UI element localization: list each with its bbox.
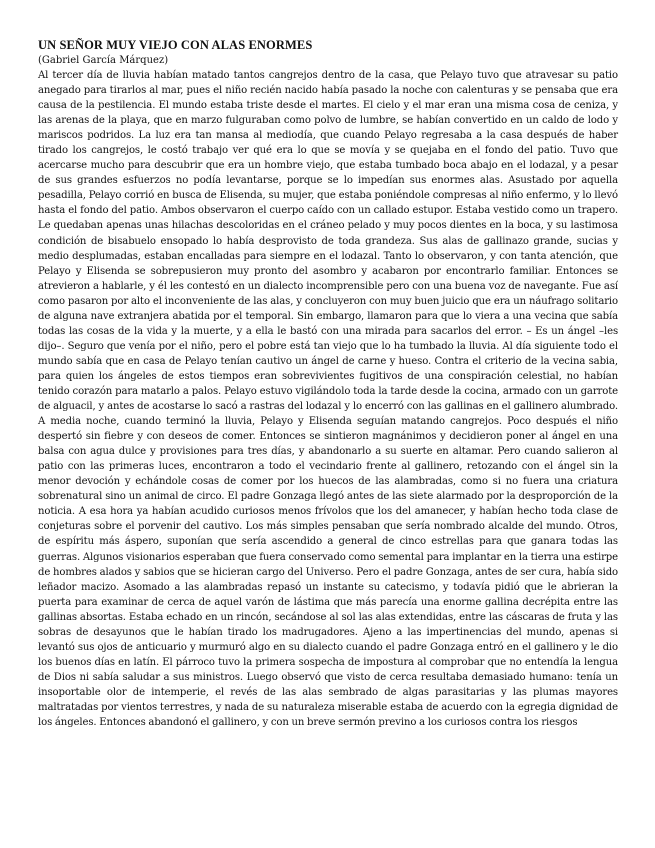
story-body: Al tercer día de lluvia habían matado tantos cangrejos dentro de la casa, que Pelayo tuvo que atravesar su patio anegado para tirarlos al mar, pues el niño recién nacido había pasado la noche con calenturas y se pensaba que era causa de la pestilencia. El mundo estaba triste desde el martes. El cielo y el mar eran una misma cosa de ceniza, y las arenas de la playa, que en marzo fulguraban como polvo de lumbre, se habían convertido en un caldo de lodo y mariscos podridos. La luz era tan mansa al mediodía, que cuando Pelayo regresaba a la casa después de haber tirado los cangrejos, le costó trabajo ver qué era lo que se movía y se quejaba en el fondo del patio. Tuvo que acercarse mucho para descubrir que era un hombre viejo, que estaba tumbado boca abajo en el lodazal, y a pesar de sus grandes esfuerzos no podía levantarse, porque se lo impedían sus enormes alas. Asustado por aquella pesadilla, Pelayo corrió en busca de Elisenda, su mujer, que estaba poniéndole compresas al niño enfermo, y lo llevó hasta el fondo del patio. Ambos observaron el cuerpo caído con un callado estupor. Estaba vestido como un trapero. Le quedaban apenas unas hilachas descoloridas en el cráneo pelado y muy pocos dientes en la boca, y su lastimosa condición de bisabuelo ensopado lo había desprovisto de toda grandeza. Sus alas de gallinazo grande, sucias y medio desplumadas, estaban encalladas para siempre en el lodazal. Tanto lo observaron, y con tanta atención, que Pelayo y Elisenda se sobrepusieron muy pronto del asombro y acabaron por encontrarlo familiar. Entonces se atrevieron a hablarle, y él les contestó en un dialecto incomprensible pero con una buena voz de navegante. Fue así como pasaron por alto el inconveniente de las alas, y concluyeron con muy buen juicio que era un náufrago solitario de alguna nave extranjera abatida por el temporal. Sin embargo, llamaron para que lo viera a una vecina que sabía todas las cosas de la vida y la muerte, y a ella le bastó con una mirada para sacarlos del error. – Es un ángel –les dijo–. Seguro que venía por el niño, pero el pobre está tan viejo que lo ha tumbado la lluvia. Al día siguiente todo el mundo sabía que en casa de Pelayo tenían cautivo un ángel de carne y hueso. Contra el criterio de la vecina sabia, para quien los ángeles de estos tiempos eran sobrevivientes fugitivos de una conspiración celestial, no habían tenido corazón para matarlo a palos. Pelayo estuvo vigilándolo toda la tarde desde la cocina, armado con un garrote de alguacil, y antes de acostarse lo sacó a rastras del lodazal y lo encerró con las gallinas en el gallinero alumbrado. A media noche, cuando terminó la lluvia, Pelayo y Elisenda seguían matando cangrejos. Poco después el niño despertó sin fiebre y con deseos de comer. Entonces se sintieron magnánimos y decidieron poner al ángel en una balsa con agua dulce y provisiones para tres días, y abandonarlo a su suerte en altamar. Pero cuando salieron al patio con las primeras luces, encontraron a todo el vecindario frente al gallinero, retozando con el ángel sin la menor devoción y echándole cosas de comer por los huecos de las alambradas, como si no fuera una criatura sobrenatural sino un animal de circo. El padre Gonzaga llegó antes de las siete alarmado por la desproporción de la noticia. A esa hora ya habían acudido curiosos menos frívolos que los del amanecer, y habían hecho toda clase de conjeturas sobre el porvenir del cautivo. Los más simples pensaban que sería nombrado alcalde del mundo. Otros, de espíritu más áspero, suponían que sería ascendido a general de cinco estrellas para que ganara todas las guerras. Algunos visionarios esperaban que fuera conservado como semental para implantar en la tierra una estirpe de hombres alados y sabios que se hicieran cargo del Universo. Pero el padre Gonzaga, antes de ser cura, había sido leñador macizo. Asomado a las alambradas repasó un instante su catecismo, y todavía pidió que le abrieran la puerta para examinar de cerca de aquel varón de lástima que más parecía una enorme gallina decrépita entre las gallinas absortas. Estaba echado en un rincón, secándose al sol las alas extendidas, entre las cáscaras de fruta y las sobras de desayunos que le habían tirado los madrugadores. Ajeno a las impertinencias del mundo, apenas si levantó sus ojos de anticuario y murmuró algo en su dialecto cuando el padre Gonzaga entró en el gallinero y le dio los buenos días en latín. El párroco tuvo la primera sospecha de impostura al comprobar que no entendía la lengua de Dios ni sabía saludar a sus ministros. Luego observó que visto de cerca resultaba demasiado humano: tenía un insoportable olor de intemperie, el revés de las alas sembrado de algas parasitarias y las plumas mayores maltratadas por vientos terrestres, y nada de su naturaleza miserable estaba de acuerdo con la egregia dignidad de los ángeles. Entonces abandonó el gallinero, y con un breve sermón previno a los curiosos contra los riesgos	[38, 70, 618, 729]
story-author: (Gabriel García Márquez)	[38, 55, 169, 66]
story-title: UN SEÑOR MUY VIEJO CON ALAS ENORMES	[38, 38, 313, 52]
document-page	[38, 38, 618, 730]
